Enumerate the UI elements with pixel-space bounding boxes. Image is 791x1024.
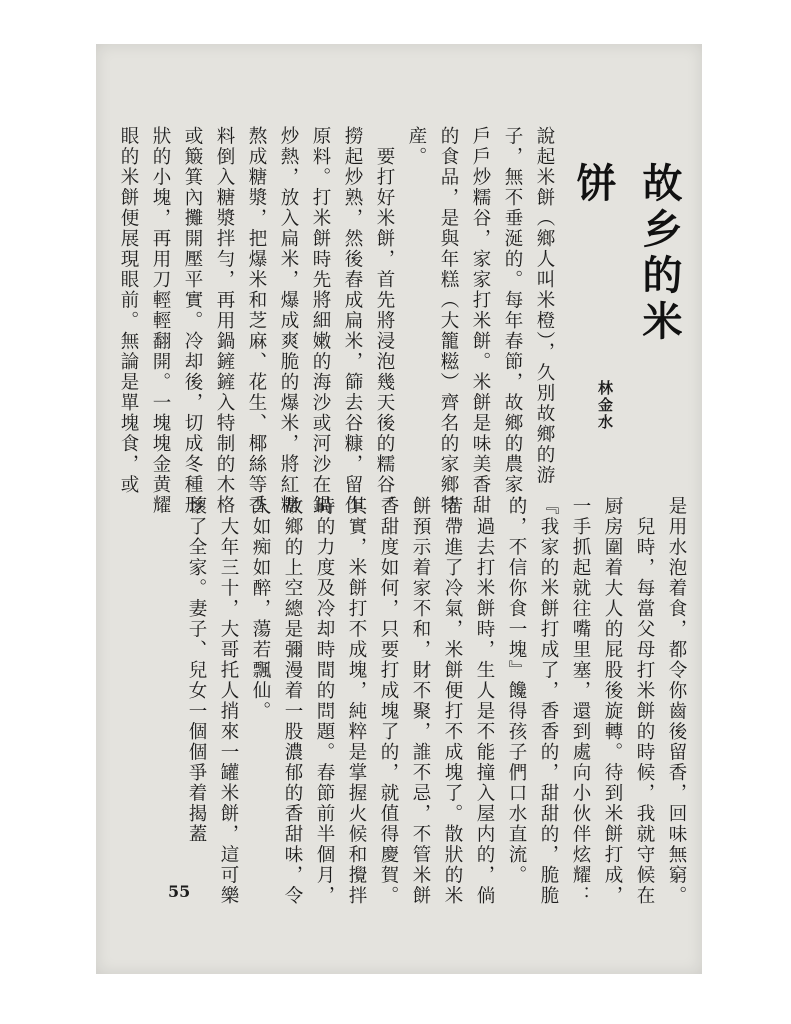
page-number: 55 [168,882,191,901]
magazine-page [96,44,702,974]
article-body-lower: 是用水泡着食，都令你齒後留香，回味無窮。 兒時，每當父母打米餅的時候，我就守候在厨房圍着大人的屁股後旋轉。待到米餅打成，一手抓起就往嘴里塞，還到處向小伙伴炫耀：『我家的米餅打成了，香香的，甜甜的，脆脆的，不信你食一塊』饞得孩子們口水直流。 過去打米餅時，生人是不能撞入屋内的，倘若帶進了冷氣，米餅便打不成塊了。散狀的米餅預示着家不和，財不聚，誰不忌，不管米餅香甜度如何，只要打成塊了的，就值得慶賀。其實，米餅打不成塊，純粹是掌握火候和攪拌時的力度及冷却時間的問題。春節前半個月，故鄉的上空總是彌漫着一股濃郁的香甜味，令人如痴如醉，蕩若飄仙。 大年三十，大哥托人捎來一罐米餅，這可樂壞了全家。妻子、兒女一個個爭着揭蓋 [186,496,687,906]
article-body-upper: 說起米餅（鄉人叫米橙），久別故鄉的游子，無不垂涎的。每年春節，故鄉的農家，戶戶炒糯谷，家家打米餅。米餅是味美香甜的食品，是與年糕（大籠糍）齊名的家鄉特産。 要打好米餅，首先將浸泡幾天後的糯谷，撈起炒熟，然後舂成扁米，篩去谷糠，留作原料。打米餅時先將細嫩的海沙或河沙在鍋炒熱，放入扁米，爆成爽脆的爆米，將紅糖熬成糖漿，把爆米和芝麻、花生、椰絲等香料倒入糖漿拌勻，再用鍋鏟鏟入特制的木格或簸箕內攤開壓平實。冷却後，切成冬種形狀的小塊，再用刀輕輕翻開。一塊塊金黄耀眼的米餅便展現眼前。無論是單塊食，或 [118,126,555,516]
article-title: 故乡的米饼 [570,162,683,346]
article-author: 林金水 [596,380,614,431]
